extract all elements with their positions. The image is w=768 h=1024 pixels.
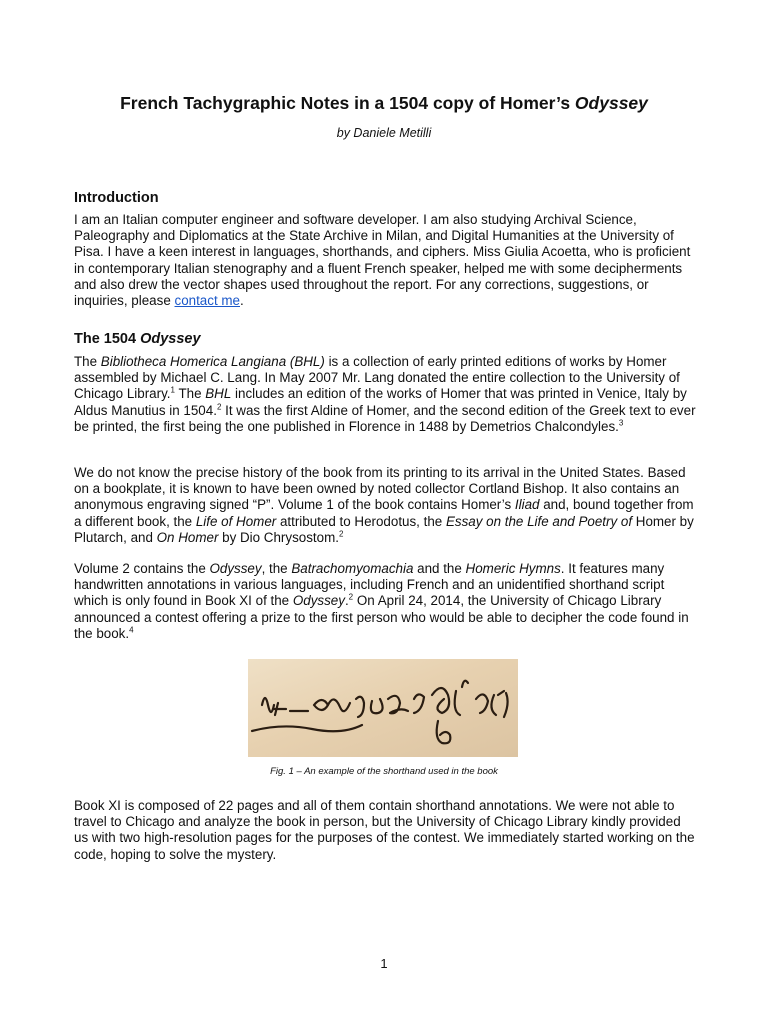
page-number: 1: [380, 956, 388, 971]
book-xi-paragraph: Book XI is composed of 22 pages and all of them contain shorthand annotations. We were not able to travel to Chicago and analyze the book in person, but the University of Chicago Library kindly provided us with two high-resolution pages for the purposes of the contest. We immediately started working on the code, hoping to solve the mystery.: [74, 798, 695, 862]
volume2-paragraph: Volume 2 contains the Odyssey, the Batrachomyomachia and the Homeric Hymns. It features many handwritten annotations in various languages, including French and an unidentified shorthand script which is only found in Book XI of the Odyssey.$^2$ On April 24, 2014, the University of Chicago Library announced a contest offering a prize to the first person who would be able to decipher the code found in the book.$^4$: [74, 561, 689, 641]
heading-introduction: Introduction: [74, 190, 159, 206]
intro-paragraph: I am an Italian computer engineer and software developer. I am also studying Archival Science, Paleography and Diplomatics at the State Archive in Milan, and Digital Humanities at the University of Pisa. I have a keen interest in languages, shorthands, and ciphers. Miss Giulia Acoetta, who is proficient in contemporary Italian stenography and a fluent French speaker, helped me with some decipherments and also drew the vector shapes used throughout the report. For any corrections, suggestions, or inquiries, please contact me.: [74, 212, 691, 309]
contact-me-link[interactable]: contact me: [174, 293, 240, 309]
author-byline: by Daniele Metilli: [336, 126, 432, 140]
history-paragraph: We do not know the precise history of the book from its printing to its arrival in the United States. Based on a bookplate, it is known to have been owned by noted collector Cortland Bishop. It also contains an anonymous engraving signed “P”. Volume 1 of the book contains Homer’s Iliad and, bound together from a different book, the Life of Homer attributed to Herodotus, the Essay on the Life and Poetry of Homer by Plutarch, and On Homer by Dio Chrysostom.$^2$: [74, 465, 694, 545]
shorthand-image: [248, 659, 518, 757]
bhl-paragraph: The Bibliotheca Homerica Langiana (BHL) is a collection of early printed editions of works by Homer assembled by Michael C. Lang. In May 2007 Mr. Lang donated the entire collection to the University of Chicago Library.$^1$ The BHL includes an edition of the works of Homer that was printed in Venice, Italy by Aldus Manutius in 1504.$^2$ It was the first Aldine of Homer, and the second edition of the Greek text to ever be printed, the first being the one published in Florence in 1488 by Demetrios Chalcondyles.$^3$: [74, 354, 696, 434]
heading-1504-odyssey: The 1504 Odyssey: [74, 331, 201, 347]
shorthand-figure: [248, 659, 518, 757]
figure-caption: Fig. 1 – An example of the shorthand used in the book: [270, 766, 498, 777]
document-title: French Tachygraphic Notes in a 1504 copy of Homer’s Odyssey: [120, 93, 648, 113]
